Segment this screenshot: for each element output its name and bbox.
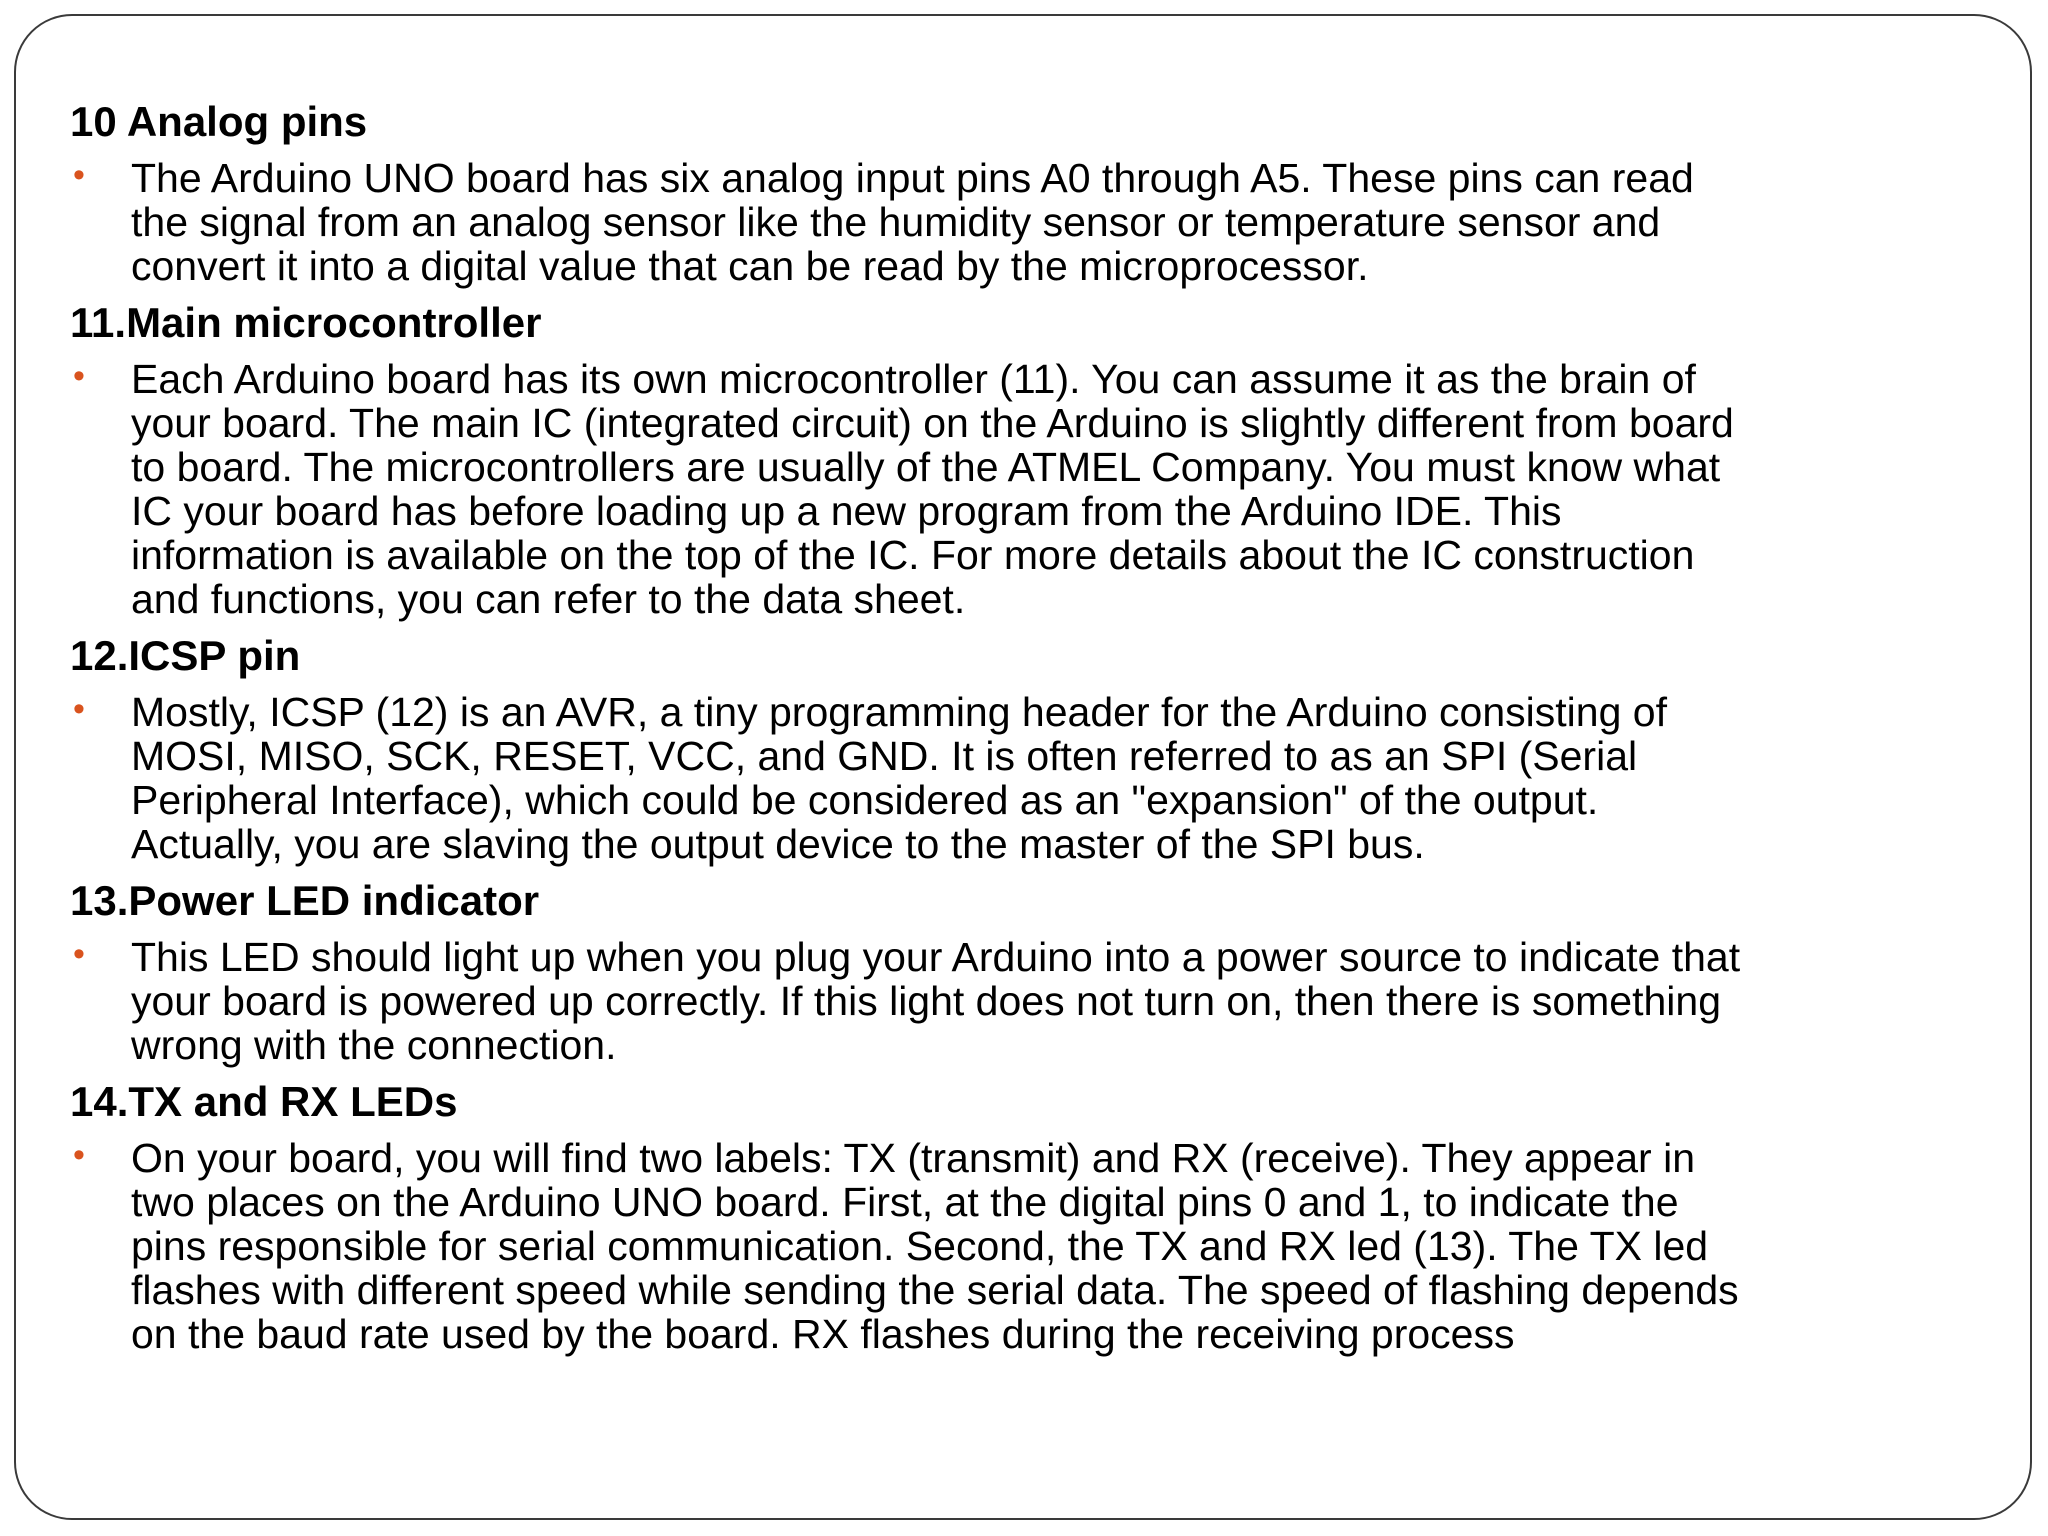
paragraph-line: The Arduino UNO board has six analog input pins A0 through A5. These pins can read (131, 155, 1694, 201)
section-heading: 13.Power LED indicator (70, 877, 540, 924)
paragraph-line: IC your board has before loading up a new program from the Arduino IDE. This (131, 488, 1562, 534)
section-heading: 12.ICSP pin (70, 632, 301, 679)
bullet-paragraph (70, 935, 1970, 1067)
section-heading: 14.TX and RX LEDs (70, 1078, 458, 1125)
paragraph-line: Each Arduino board has its own microcontroller (11). You can assume it as the brain of (131, 356, 1696, 402)
paragraph-line: the signal from an analog sensor like the humidity sensor or temperature sensor and (131, 199, 1661, 245)
paragraph-line: Peripheral Interface), which could be considered as an "expansion" of the output. (131, 777, 1599, 823)
bullet-paragraph (70, 156, 1970, 288)
section-heading: 11.Main microcontroller (70, 299, 542, 346)
section (70, 875, 1970, 1067)
bullet-paragraph (70, 690, 1970, 866)
paragraph-line: on the baud rate used by the board. RX flashes during the receiving process (131, 1311, 1515, 1357)
paragraph-line: and functions, you can refer to the data sheet. (131, 576, 966, 622)
bullet-paragraph (70, 357, 1970, 621)
bullet-icon: • (73, 935, 85, 973)
paragraph-line: flashes with different speed while sending the serial data. The speed of flashing depends (131, 1267, 1739, 1313)
bullet-icon: • (73, 690, 85, 728)
paragraph-line: Actually, you are slaving the output device to the master of the SPI bus. (131, 821, 1425, 867)
section (70, 630, 1970, 866)
bullet-paragraph (70, 1136, 1970, 1356)
paragraph-line: pins responsible for serial communication. Second, the TX and RX led (13). The TX led (131, 1223, 1709, 1269)
section (70, 96, 1970, 288)
paragraph-line: to board. The microcontrollers are usually of the ATMEL Company. You must know what (131, 444, 1721, 490)
paragraph-line: your board is powered up correctly. If this light does not turn on, then there is something (131, 978, 1721, 1024)
bullet-icon: • (73, 156, 85, 194)
paragraph-line: convert it into a digital value that can be read by the microprocessor. (131, 243, 1369, 289)
paragraph-line: two places on the Arduino UNO board. First, at the digital pins 0 and 1, to indicate the (131, 1179, 1679, 1225)
section-heading: 10 Analog pins (70, 98, 368, 145)
paragraph-line: wrong with the connection. (131, 1022, 617, 1068)
slide-content (70, 96, 1970, 1365)
section (70, 1076, 1970, 1356)
paragraph-line: On your board, you will find two labels: TX (transmit) and RX (receive). They appear in (131, 1135, 1696, 1181)
section (70, 297, 1970, 621)
paragraph-line: information is available on the top of the IC. For more details about the IC construction (131, 532, 1695, 578)
paragraph-line: Mostly, ICSP (12) is an AVR, a tiny programming header for the Arduino consisting of (131, 689, 1667, 735)
bullet-icon: • (73, 357, 85, 395)
bullet-icon: • (73, 1136, 85, 1174)
paragraph-line: MOSI, MISO, SCK, RESET, VCC, and GND. It is often referred to as an SPI (Serial (131, 733, 1638, 779)
paragraph-line: This LED should light up when you plug your Arduino into a power source to indicate that (131, 934, 1741, 980)
paragraph-line: your board. The main IC (integrated circuit) on the Arduino is slightly different from board (131, 400, 1734, 446)
